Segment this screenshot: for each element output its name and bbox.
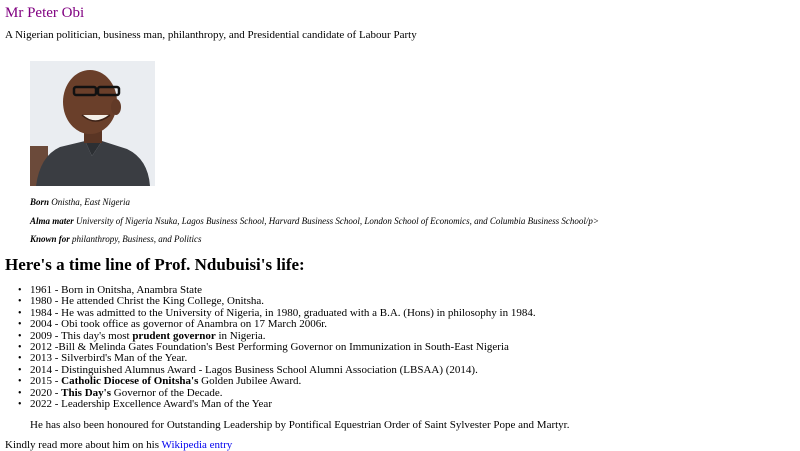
- timeline-item: • 2012 -Bill & Melinda Gates Foundation's Best Performing Governor on Immunization in South-East Nigeria: [30, 342, 536, 353]
- timeline-item: • 2013 - Silverbird's Man of the Year.: [30, 353, 536, 364]
- wikipedia-link[interactable]: Wikipedia entry: [161, 439, 233, 451]
- timeline-item-emphasis: Catholic Diocese of Onitsha's: [61, 375, 199, 388]
- known-for-fact: [30, 234, 201, 244]
- timeline-item: • 2004 - Obi took office as governor of Anambra on 17 March 2006r.: [30, 319, 536, 330]
- timeline-item: • 1984 - He was admitted to the University of Nigeria, in 1980, graduated with a B.A. (Hons) in philosophy in 1984.: [30, 308, 536, 319]
- timeline-item-text: in Nigeria.: [215, 329, 266, 342]
- page-title: Mr Peter Obi: [5, 5, 85, 21]
- timeline-item: • 2022 - Leadership Excellence Award's Man of the Year: [30, 399, 536, 410]
- timeline-item-emphasis: This Day's: [61, 386, 111, 399]
- read-more: [5, 439, 232, 451]
- read-more-text: Kindly read more about him on his: [5, 439, 162, 451]
- portrait-image: [30, 61, 155, 186]
- alma-mater-label: Alma mater: [30, 216, 74, 226]
- page-subtitle: A Nigerian politician, business man, philanthropy, and Presidential candidate of Labour Party: [5, 29, 417, 41]
- honour-text: He has also been honoured for Outstanding Leadership by Pontifical Equestrian Order of Saint Sylvester Pope and Martyr.: [30, 419, 570, 431]
- born-value: Onistha, East Nigeria: [51, 197, 131, 207]
- timeline-item: • 2014 - Distinguished Alumnus Award - Lagos Business School Alumni Association (LBSAA) (2014).: [30, 365, 536, 376]
- timeline-heading: Here's a time line of Prof. Ndubuisi's life:: [5, 255, 305, 274]
- timeline-item: • 1961 - Born in Onitsha, Anambra State: [30, 285, 536, 296]
- born-label: Born: [30, 197, 50, 207]
- alma-mater-value: University of Nigeria Nsuka, Lagos Business School, Harvard Business School, London School of Economics, and Columbia Business School/p>: [76, 216, 599, 226]
- timeline-item-text: Golden Jubilee Award.: [198, 375, 302, 388]
- timeline-item-text: 2009 - This day's most: [30, 329, 133, 342]
- timeline-item-emphasis: prudent governor: [132, 329, 216, 342]
- timeline-list: [30, 285, 536, 410]
- timeline-item: • 1980 - He attended Christ the King College, Onitsha.: [30, 296, 536, 307]
- timeline-item-text: 2020 -: [30, 386, 62, 399]
- alma-mater-fact: [30, 216, 599, 226]
- timeline-item-text: 2015 -: [30, 375, 62, 388]
- timeline-item-text: Governor of the Decade.: [111, 386, 223, 399]
- known-for-value: philanthropy, Business, and Politics: [72, 234, 202, 244]
- born-fact: [30, 197, 130, 207]
- portrait-photo: [30, 61, 155, 186]
- known-for-label: Known for: [30, 234, 70, 244]
